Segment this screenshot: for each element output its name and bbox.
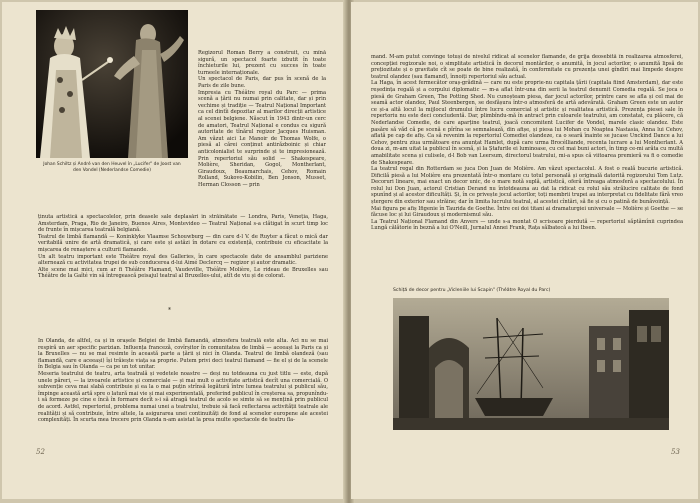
right-page <box>351 2 698 499</box>
theatre-photo-art <box>36 10 188 158</box>
theatre-photo <box>36 10 188 158</box>
section-separator: * <box>168 307 171 314</box>
left-column-bottom-text: În Olanda, de altfel, ca și în orașele Belgiei de limbă flamandă, atmosfera teatrală este alta. Aci nu se mai respiră un aer specific parizian. Influența franceză, covîrșitor în comunitatea de limbă — aceeași la Paris ca și la Bruxelles — nu se mai resimte în această parte a țării și nici în Olanda. Teatrul de limbă olandeză (sau flamandă, care e aceeași) își trăiește viața sa proprie. Putem privi deci teatrul flamand — fie el și de la scenele în Belgia sau în Olanda — ca pe un tot unitar. Meseria teatrului de teatru, arta teatrală și vedetele noastre — deși nu totdeauna cu just titlu — este, după unele păreri, — la izvoarele artistice și comerciale — și mai mult o activitate artistică decît una comercială. O subvenție ceva mai slabă contribuie și ea la o mai puțin strînsă legătură între lumea teatrului și publicul său, împinge această artă spre o latură mai vie și mai experimentală, preferind publicul în creșterea sa, propunîndu-i să formeze pe cine e încă în formare decît s-i să atragă teatrul de acolo se simte să se mențină prin publicul de acord. Astfel, repertoriul, problema numai unei a teatrului, trebuie să facă reflectarea activității teatrale ale realității și să contribuie, între altele, la asigurarea unei continuități de fond al scenelor europene ale acestei complexități. În scurta mea trecere prin Olanda n-am asistat la prea multe spectacole de teatru fla- <box>38 338 328 424</box>
left-page <box>2 2 347 499</box>
left-column-full-text: ținuta artistică a spectacolelor, prin deasele sale deplasări în străinătate — Londra, Paris, Veneția, Haga, Amsterdam, Praga, Rio de Janeiro, Buenos Aires, Montevideo — Teatrul Național s-a clătigat în scurt timp loc de frunte în mișcarea teatrală belgiană. Teatrul de limbă flamandă — Koninklyke Vlaamse Schouwburg — din care d-l V. de Ruyter a făcut o mică dar veritabilă unire de artă dramatică, și care este și astăzi în dotare cu existență, contribuie cu eficacitate la mișcarea de renaștere a culturii flamande. Un alt teatru important este Théâtre royal des Galleries, în care spectacole date de ansamblul pariziene alternează cu activitatea trupei de sub conducerea d-lui Aimé Declercq — regizor și autor dramatic. Alte scene mai mici, cum ar fi Théâtre Flamand, Vaudeville, Théâtre Molière, Le rideau de Bruxelles sau Théâtre de la Gaîté vin să întregească peisajul teatral al Bruxelles-ului, atît de viu și de colorat. <box>38 214 328 280</box>
photo-caption: Johan Schiltz și André van den Heuvel în „Lucifer" de Joost van den Vondel (Nederlandse Comedie) <box>43 162 181 173</box>
scene-caption: Schiță de decor pentru „Vicleniile lui Scapin" (Théâtre Royal du Parc) <box>393 288 551 293</box>
left-column-right-text: Regizorul Roman Berry a construit, cu mînă sigură, un spectacol foarte izbutit în toate închieturile lui, prezent cu succes în toate turneele internaționale. Un spectacol de Paris, dar pus în scenă de la Paris de zile bune. Impresia cu Théâtre royal du Parc — prima scenă a țării nu numai prin calitate, dar și prin vechime și tradiție — Teatrul Național Important ca cel dintîi depozitar al marilor direcții artistice al scenei belgiene. Născut în 1943 dintr-un cerc de amatori, Teatrul Național e condus cu sigură autoritate de tînărul regizor Jacques Huisman. Am văzut aici Le Manoir de Thomas Wolfe, o piesă al cărei conținut antirăzboinic și chiar anticolonialist te surprinde și te impresionează. Prin repertoriul său solid — Shakespeare, Molière, Sheridan, Gogol, Montherlant, Giraudoux, Beaumarchais, Cehov, Romain Rolland, Sukovo-Kobilin, Ben Jonson, Musset, Herman Closson — prin <box>198 50 326 188</box>
right-column-text: mand. M-am putut convinge totuși de nivelul ridicat al scenelor flamande, de grija deosebită în realizarea atmosferei, concepției regizorale noi, o simplitate artistică în decorul montărilor, o anumită, în jocul actorilor, o anumită lipsă de prețiozitate și o gravitate cît se poate de bine realizată, în conformitate cu prezența unei gîndiri mai limpede despre teatrul olandez (sau flamand), înnoiți repertoriul său actual. La Haga, în acest fermecător oraș-grădină — care nu este proprie-nu capitala țării (capitala fiind Amsterdam), dar este reședința regală și a corpului diplomatic — m-a aflat într-una din serii la teatrul denumit Comedia regală. Se joca o piesă de Graham Green, The Potting Shed. Nu cunoșteam piesa, dar jocul actorilor, printre care se afla și cel mai de seamă actor olandez, Paul Steenbergen, se desfășura într-o atmosferă de artă adevărată. Graham Green este un autor ce și-a altă locul la mijlocul drumului între lucru comercial și artistic și realitatea artistică. Prezența piesei sale în repertoriu nu este deci concludentă. Dar, plimbîndu-mă în antract prin culoarele teatrului, am constatat, cu plăcere, că Nederlandse Comedie, de care aparține teatrul, joacă concomitent Lucifer de Vondel, marele clasic olandez. Este pasăre să văd că pe scenă e pîrîna se semnalează, din afișe, și piesa lui Mohan cu Noaptea Nastasia, Anna lui Cehov, aflată pe cap de afiș. Ca să revenim la repertoriul Comediei olandeze, ca o seară înainte se jucase Unckind Dance a lui Cehov, pentru ziua următoare era anunțat Hamlet, după care urma Brocélliande, recenta lucrare a lui Montherlant. A doua zi, m-am uitat la publicul în scenă, și la Ștafurile ei luminoase, cu cel mai buni actori, în timp ce-mi arăta cu multă amabilitate scena și culisele, d-l Bob van Leersum, directorul teatrului, mi-a spus că viitoarea premieră va fi o comedie de Shakespeare. La teatrul regal din Rotterdam se juca Don Juan de Molière. Am văzut spectacolul. A fost o reală bucurie artistică. Dificilă piesă a lui Molière era prezentată într-o montare cu totul personală și originală datorită regizorului Tom Lutz. Decoruri lineare, mai exact un decor unic, de o mare notă suplă, artistică, oferă întreaga atmosferă a spectacolului. În rolul lui Don Juan, actorul Cristian Derand nu întotdeauna au dat la ridicat cu rolul său strălucire calitate de fond spunînd și al acestor dificultăți. Și, în ce privește jocul actorilor, toți membrii trupei au interpretat cu fidelitate fără vreo ștergere din exterior sau străine; dar în limita lucrului teatral, al acestei cîntări, să fie și cu o patină de bunăvoință. Mai figura pe afiș Ifigenie în Taurida de Goethe. Între cei doi titani ai dramaturgiei universale — Molière și Goethe — se făcuse loc și lui Giraudoux și modernismul său. La Teatrul Național Flamand din Anvers — unde s-a montat O scrisoare pierdută — repertoriul săptămînii cuprindea Lungă călătorie în beznă a lui O'Neill, Jurnalul Annei Frank, Rața sălbatecă a lui Ibsen. <box>371 54 683 232</box>
stage-design-photo <box>393 298 669 430</box>
stage-design-art <box>393 298 669 430</box>
page-number-left: 52 <box>36 448 45 456</box>
page-number-right: 53 <box>671 448 680 456</box>
